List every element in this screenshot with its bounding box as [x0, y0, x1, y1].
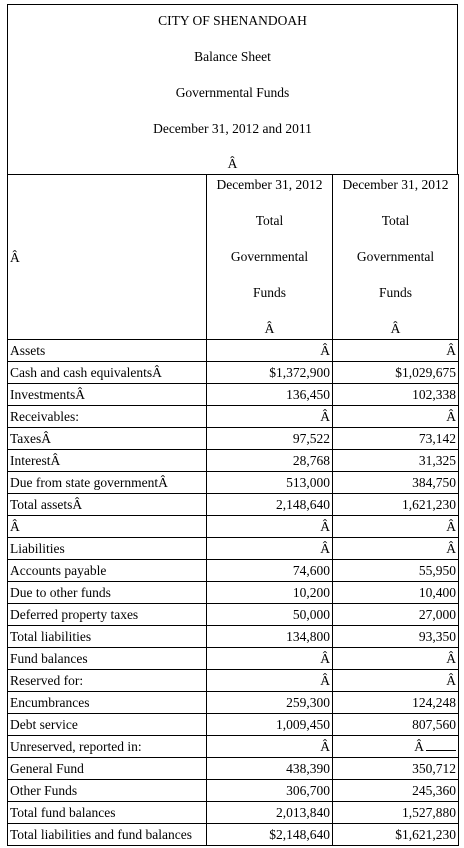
table-row [8, 736, 459, 758]
row-value-2011: $1,621,230 [333, 824, 459, 846]
row-value-2012: $2,148,640 [207, 824, 333, 846]
row-label: Total assetsÂ [8, 494, 207, 516]
table-row [8, 362, 459, 384]
table-row [8, 472, 459, 494]
row-value-2012: $1,372,900 [207, 362, 333, 384]
col2-line2: Governmental [356, 249, 435, 264]
row-value-2011: 245,360 [333, 780, 459, 802]
row-value-2011: Â [333, 406, 459, 428]
row-label: Due to other funds [8, 582, 207, 604]
table-row [8, 494, 459, 516]
row-value-2012: 513,000 [207, 472, 333, 494]
row-value-2012: 74,600 [207, 560, 333, 582]
row-value-2011: Â [333, 648, 459, 670]
column-header-row [8, 175, 459, 340]
row-value-2012: 97,522 [207, 428, 333, 450]
row-value-2011: 350,712 [333, 758, 459, 780]
col1-line1: Total [255, 213, 284, 228]
row-value-2012: Â [207, 736, 333, 758]
balance-sheet [7, 4, 458, 846]
header-placeholder: Â [227, 156, 238, 171]
row-label: Accounts payable [8, 560, 207, 582]
row-value-2011: Â [333, 670, 459, 692]
col1-line3: Funds [252, 285, 286, 300]
row-value-2011: Â [333, 538, 459, 560]
row-label: InterestÂ [8, 450, 207, 472]
row-value-2012: 2,148,640 [207, 494, 333, 516]
row-label: Total liabilities [8, 626, 207, 648]
balance-table [7, 174, 459, 846]
row-label: Unreserved, reported in: [8, 736, 207, 758]
row-value-2011: 10,400 [333, 582, 459, 604]
row-label: Due from state governmentÂ [8, 472, 207, 494]
row-label: Total fund balances [8, 802, 207, 824]
table-row [8, 802, 459, 824]
row-label: Assets [8, 340, 207, 362]
row-value-2011: 27,000 [333, 604, 459, 626]
row-value-2011: $1,029,675 [333, 362, 459, 384]
row-value-2012: 134,800 [207, 626, 333, 648]
row-value-2011: 1,527,880 [333, 802, 459, 824]
row-value-2012: Â [207, 340, 333, 362]
period-title: December 31, 2012 and 2011 [153, 121, 312, 136]
row-value-2012: 438,390 [207, 758, 333, 780]
col2-date: December 31, 2012 [342, 177, 449, 192]
row-value-2012: 136,450 [207, 384, 333, 406]
row-value-2011: Â [333, 516, 459, 538]
row-label: Reserved for: [8, 670, 207, 692]
col1-date: December 31, 2012 [216, 177, 323, 192]
row-value-2011: 73,142 [333, 428, 459, 450]
statement-header [7, 4, 458, 174]
funds-title: Governmental Funds [175, 85, 290, 100]
row-label: Liabilities [8, 538, 207, 560]
row-value-2012: Â [207, 516, 333, 538]
row-label: Fund balances [8, 648, 207, 670]
row-value-2011: 807,560 [333, 714, 459, 736]
col2-placeholder: Â [390, 321, 401, 336]
column-header-2 [333, 175, 459, 340]
table-row [8, 670, 459, 692]
row-value-2012: 50,000 [207, 604, 333, 626]
row-label: Other Funds [8, 780, 207, 802]
row-value-2011: 55,950 [333, 560, 459, 582]
table-row [8, 428, 459, 450]
row-value-2012: 1,009,450 [207, 714, 333, 736]
col2-line1: Total [381, 213, 410, 228]
row-value-2012: 10,200 [207, 582, 333, 604]
row-value-2011 [333, 736, 459, 758]
table-row [8, 692, 459, 714]
row-value-2011: Â [333, 340, 459, 362]
row-label: Cash and cash equivalentsÂ [8, 362, 207, 384]
city-name: CITY OF SHENANDOAH [158, 13, 307, 28]
row-label: TaxesÂ [8, 428, 207, 450]
row-value-2011: 102,338 [333, 384, 459, 406]
table-row [8, 384, 459, 406]
row-value-2011-text: Â [414, 739, 424, 754]
row-value-2011: 384,750 [333, 472, 459, 494]
column-header-1 [207, 175, 333, 340]
row-value-2012: Â [207, 648, 333, 670]
table-row [8, 758, 459, 780]
col1-placeholder: Â [264, 321, 275, 336]
row-label: Deferred property taxes [8, 604, 207, 626]
statement-title: Balance Sheet [194, 49, 271, 64]
row-label: Encumbrances [8, 692, 207, 714]
table-row [8, 648, 459, 670]
row-label: Debt service [8, 714, 207, 736]
row-value-2012: Â [207, 406, 333, 428]
table-row [8, 714, 459, 736]
col2-line3: Funds [378, 285, 412, 300]
table-row [8, 340, 459, 362]
table-row [8, 604, 459, 626]
table-row [8, 450, 459, 472]
label-header-placeholder: Â [10, 249, 20, 265]
row-value-2011: 124,248 [333, 692, 459, 714]
row-value-2012: Â [207, 670, 333, 692]
table-row [8, 560, 459, 582]
row-label: InvestmentsÂ [8, 384, 207, 406]
label-column-header [8, 175, 207, 340]
table-row [8, 582, 459, 604]
row-label: Â [8, 516, 207, 538]
table-row [8, 538, 459, 560]
table-row [8, 780, 459, 802]
row-label: Receivables: [8, 406, 207, 428]
blank-underline [426, 738, 456, 751]
row-label: Total liabilities and fund balances [8, 824, 207, 846]
col1-line2: Governmental [230, 249, 309, 264]
row-value-2011: 31,325 [333, 450, 459, 472]
row-value-2012: 2,013,840 [207, 802, 333, 824]
row-value-2012: Â [207, 538, 333, 560]
row-value-2012: 306,700 [207, 780, 333, 802]
table-row [8, 824, 459, 846]
row-value-2011: 93,350 [333, 626, 459, 648]
row-value-2011: 1,621,230 [333, 494, 459, 516]
row-label: General Fund [8, 758, 207, 780]
table-row [8, 516, 459, 538]
table-row [8, 626, 459, 648]
table-row [8, 406, 459, 428]
row-value-2012: 259,300 [207, 692, 333, 714]
row-value-2012: 28,768 [207, 450, 333, 472]
